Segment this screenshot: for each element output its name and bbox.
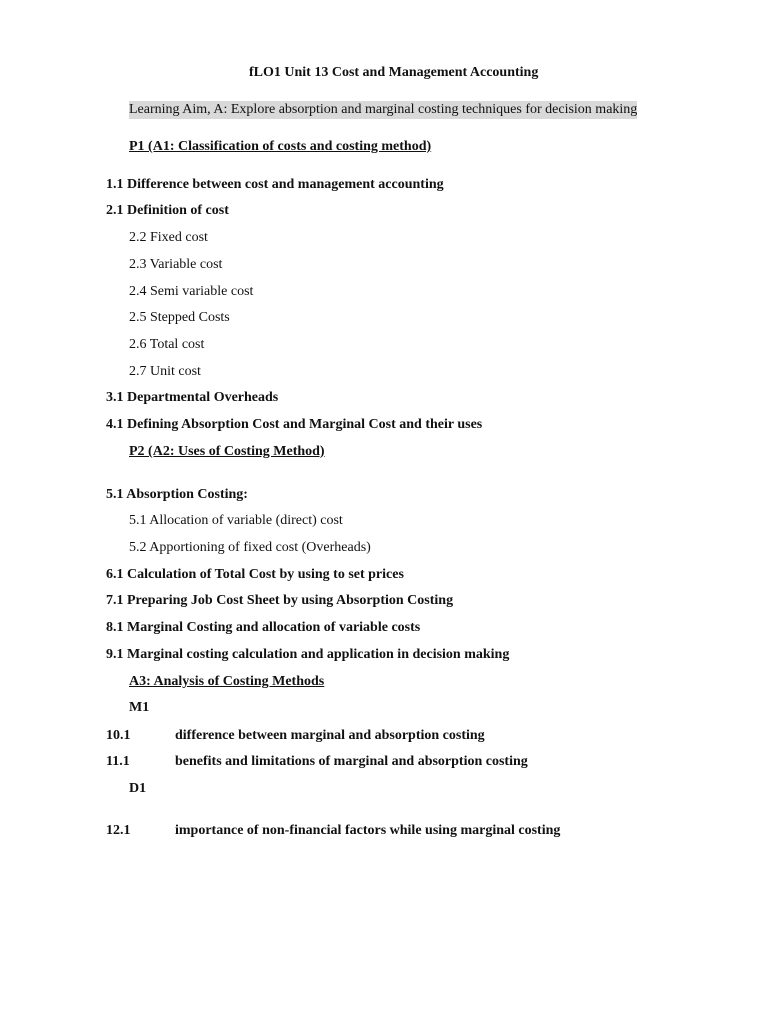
item-3-1: 3.1 Departmental Overheads	[106, 390, 279, 405]
item-9-1: 9.1 Marginal costing calculation and application in decision making	[106, 647, 510, 662]
item-5-2: 5.2 Apportioning of fixed cost (Overheads)	[129, 540, 371, 555]
item-7-1: 7.1 Preparing Job Cost Sheet by using Absorption Costing	[106, 593, 454, 608]
item-2-6: 2.6 Total cost	[129, 337, 205, 352]
row-number: 11.1	[106, 754, 130, 769]
row-text: difference between marginal and absorption costing	[175, 728, 485, 743]
item-6-1: 6.1 Calculation of Total Cost by using to set prices	[106, 567, 404, 582]
item-2-3: 2.3 Variable cost	[129, 257, 223, 272]
section-a3-heading: A3: Analysis of Costing Methods	[129, 674, 325, 689]
item-2-7: 2.7 Unit cost	[129, 364, 201, 379]
section-d1-label: D1	[129, 781, 147, 796]
row-number: 12.1	[106, 823, 131, 838]
item-2-2: 2.2 Fixed cost	[129, 230, 208, 245]
numbered-row-12	[0, 822, 768, 840]
item-2-1: 2.1 Definition of cost	[106, 203, 229, 218]
row-number: 10.1	[106, 728, 131, 743]
item-4-1: 4.1 Defining Absorption Cost and Marginal Cost and their uses	[106, 417, 483, 432]
numbered-row-11	[0, 753, 768, 771]
row-text: benefits and limitations of marginal and absorption costing	[175, 754, 528, 769]
item-2-4: 2.4 Semi variable cost	[129, 284, 254, 299]
item-1-1: 1.1 Difference between cost and management accounting	[106, 177, 444, 192]
item-8-1: 8.1 Marginal Costing and allocation of variable costs	[106, 620, 421, 635]
item-5-1-allocation: 5.1 Allocation of variable (direct) cost	[129, 513, 343, 528]
item-5-1: 5.1 Absorption Costing:	[106, 487, 248, 502]
numbered-row-10	[0, 727, 768, 745]
section-m1-label: M1	[129, 700, 150, 715]
row-text: importance of non-financial factors while using marginal costing	[175, 823, 561, 838]
document-title: fLO1 Unit 13 Cost and Management Accounting	[249, 65, 539, 80]
section-p1-heading: P1 (A1: Classification of costs and costing method)	[129, 139, 432, 154]
item-2-5: 2.5 Stepped Costs	[129, 310, 230, 325]
section-p2-heading: P2 (A2: Uses of Costing Method)	[129, 444, 325, 459]
learning-aim: Learning Aim, A: Explore absorption and marginal costing techniques for decision making	[129, 102, 638, 117]
